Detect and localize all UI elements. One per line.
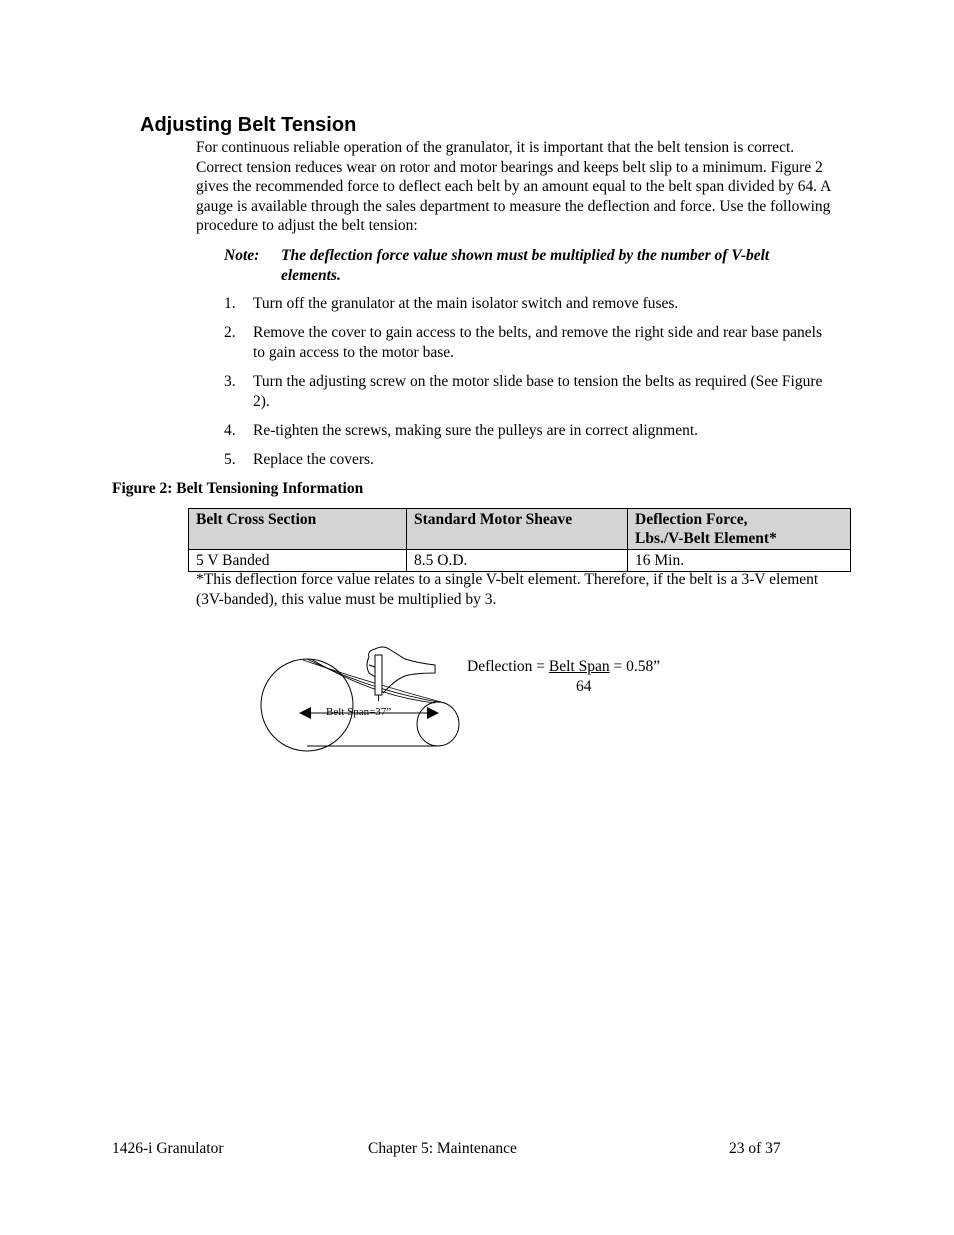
small-pulley	[417, 702, 459, 746]
step-number: 1.	[224, 295, 236, 312]
step-item	[224, 294, 829, 314]
intro-paragraph: For continuous reliable operation of the granulator, it is important that the belt tension is correct. Correct tension reduces wear on rotor and motor bearings and keeps belt slip to a minimum. Figure 2 gives the recommended force to deflect each belt by an amount equal to the belt span divided by 64. A gauge is available through the sales department to measure the deflection and force. Use the following procedure to adjust the belt tension:	[196, 139, 831, 235]
figure-caption: Figure 2: Belt Tensioning Information	[112, 480, 364, 497]
belt-tension-table	[188, 508, 851, 572]
procedure-steps	[224, 294, 829, 479]
section-title: Adjusting Belt Tension	[140, 114, 357, 136]
cell-standard-motor-sheave: 8.5 O.D.	[407, 550, 628, 572]
table-footnote: *This deflection force value relates to a single V-belt element. Therefore, if the belt is a 3-V element (3V-banded), this value must be multiplied by 3.	[196, 571, 819, 608]
note	[224, 246, 824, 285]
cell-deflection-force: 16 Min.	[628, 550, 851, 572]
belt	[303, 659, 441, 746]
step-number: 4.	[224, 421, 236, 439]
formula-prefix: Deflection =	[467, 658, 549, 675]
header-deflection-force-line1: Deflection Force,	[635, 511, 748, 528]
table-header-row	[189, 509, 851, 550]
formula-numerator: Belt Span	[548, 658, 610, 675]
step-item	[224, 372, 829, 411]
footer-document-title: 1426-i Granulator	[112, 1140, 224, 1157]
step-text: Re-tighten the screws, making sure the pulleys are in correct alignment.	[253, 421, 699, 439]
step-number: 3.	[224, 372, 236, 390]
deflection-formula	[467, 657, 727, 695]
header-deflection-force-line2: Lbs./V-Belt Element*	[635, 530, 777, 547]
step-text: Turn the adjusting screw on the motor slide base to tension the belts as required (See Figure 2).	[253, 372, 823, 410]
footer-chapter: Chapter 5: Maintenance	[368, 1140, 517, 1157]
header-belt-cross-section: Belt Cross Section	[189, 509, 407, 550]
step-item	[224, 421, 829, 441]
step-text: Turn off the granulator at the main isolator switch and remove fuses.	[253, 295, 679, 312]
step-text: Remove the cover to gain access to the belts, and remove the right side and rear base panels to gain access to the motor base.	[253, 324, 822, 361]
header-standard-motor-sheave: Standard Motor Sheave	[407, 509, 628, 550]
step-text: Replace the covers.	[253, 450, 374, 468]
formula-denominator: 64	[576, 678, 592, 695]
footer-page-number: 23 of 37	[729, 1140, 781, 1157]
step-number: 2.	[224, 324, 236, 342]
formula-suffix: = 0.58”	[609, 658, 661, 675]
cell-belt-cross-section: 5 V Banded	[189, 550, 407, 572]
step-item	[224, 323, 829, 362]
header-deflection-force	[628, 509, 851, 550]
note-label: Note:	[224, 247, 260, 264]
hand-gauge-icon	[367, 647, 435, 701]
large-pulley	[261, 659, 353, 751]
table-row	[189, 550, 851, 572]
belt-tension-diagram	[255, 643, 470, 753]
step-item	[224, 450, 829, 470]
note-text: The deflection force value shown must be multiplied by the number of V-belt elements.	[281, 247, 770, 284]
belt-span-label: Belt Span=37”	[326, 706, 392, 718]
step-number: 5.	[224, 450, 236, 468]
